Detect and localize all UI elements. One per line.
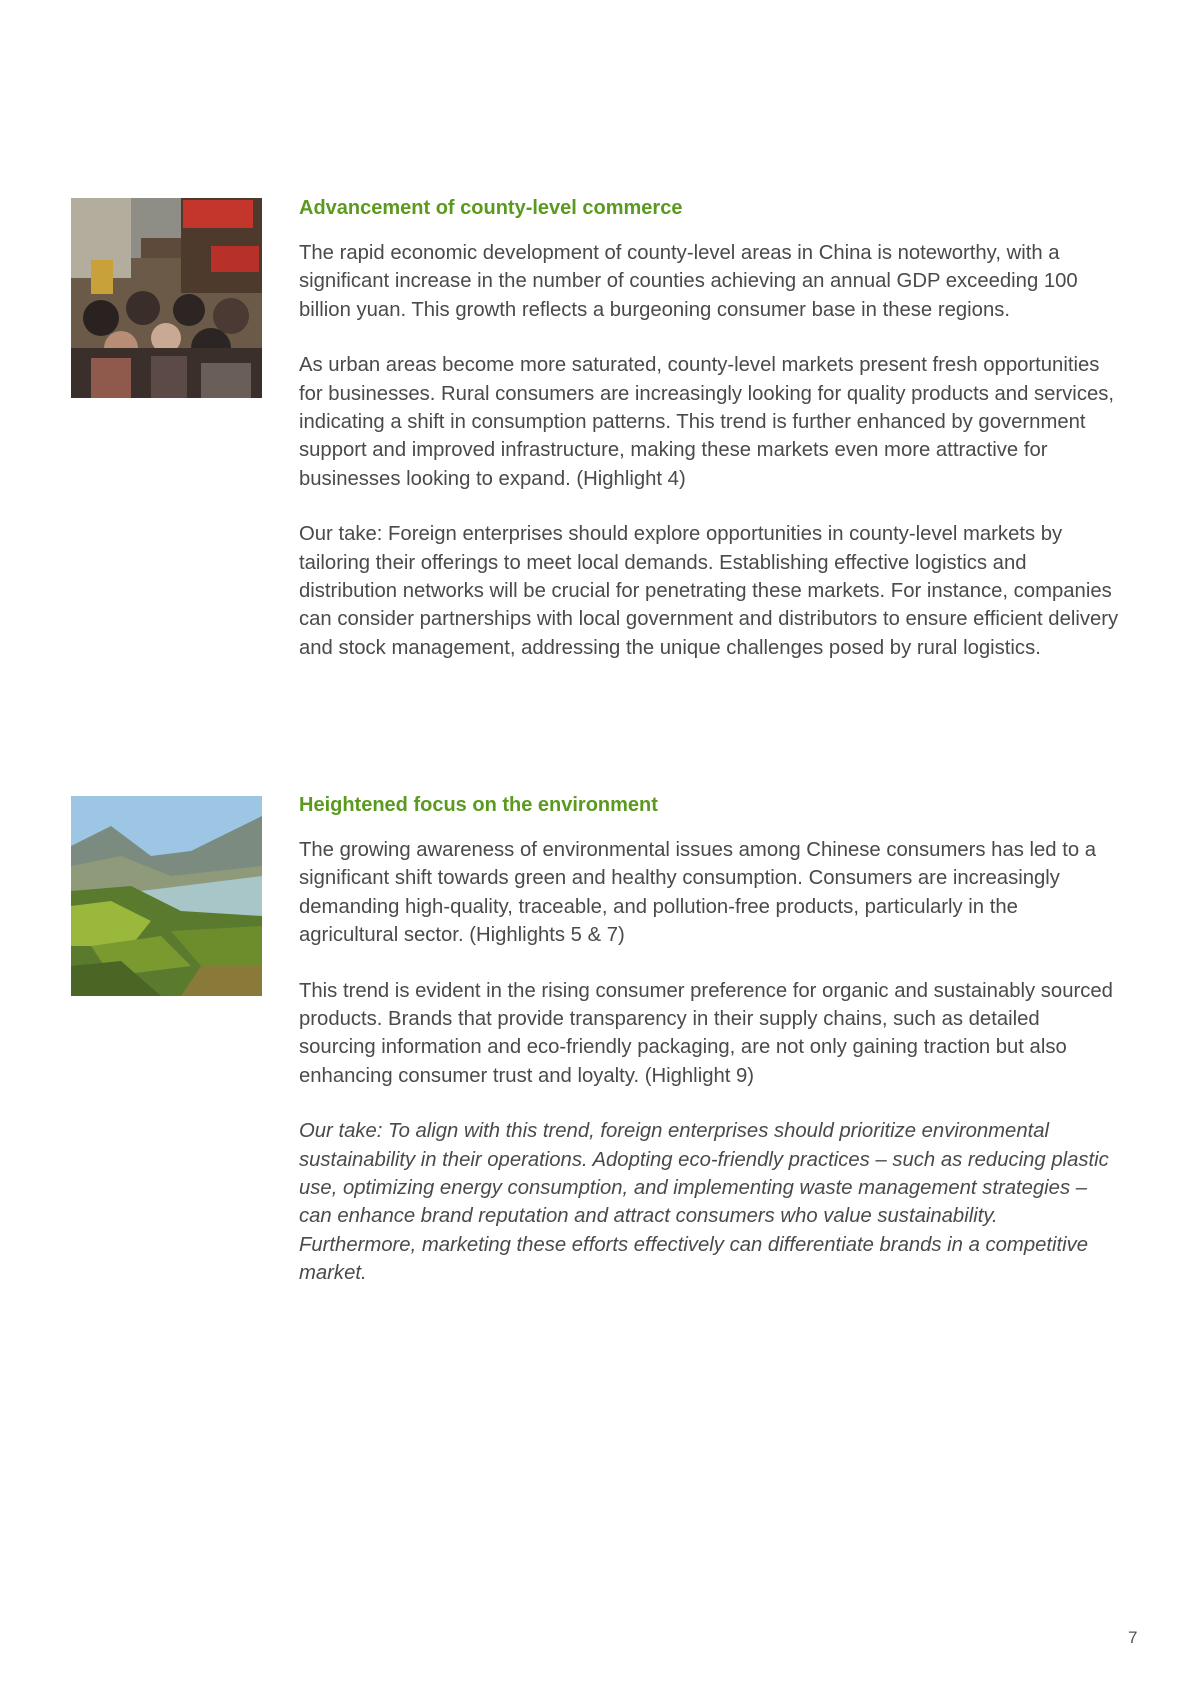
river-valley-terraces-photo	[71, 796, 262, 996]
section-heading: Heightened focus on the environment	[299, 794, 658, 816]
paragraph: This trend is evident in the rising consumer preference for organic and sustainably sourced products. Brands that provide transparency in their supply chains, such as detailed sourcing information and eco-friendly packaging, are not only gaining traction but also enhancing consumer trust and loyalty. (Highlight 9)	[299, 979, 1113, 1087]
section-heading: Advancement of county-level commerce	[299, 197, 683, 219]
paragraph: The growing awareness of environmental issues among Chinese consumers has led to a significant shift towards green and healthy consumption. Consumers are increasingly demanding high-quality, traceable, and pollution-free products, particularly in the agricultural sector. (Highlights 5 & 7)	[299, 839, 1097, 947]
paragraph: Our take: Foreign enterprises should explore opportunities in county-level markets by tailoring their offerings to meet local demands. Establishing effective logistics and distribution networks will be crucial for penetrating these markets. For instance, companies can consider partnerships with local government and distributors to ensure efficient delivery and stock management, addressing the unique challenges posed by rural logistics.	[299, 523, 1119, 659]
page-number: 7	[1128, 1628, 1138, 1647]
section-county-commerce	[299, 194, 1119, 689]
paragraph-our-take: Our take: To align with this trend, foreign enterprises should prioritize environmental sustainability in their operations. Adopting eco-friendly practices – such as reducing plastic use, optimizing energy consumption, and implementing waste management strategies – can enhance brand reputation and attract consumers who value sustainability. Furthermore, marketing these efforts effectively can differentiate brands in a competitive market.	[299, 1120, 1109, 1285]
section-environment	[299, 791, 1119, 1315]
street-crowd-photo	[71, 198, 262, 398]
paragraph: As urban areas become more saturated, county-level markets present fresh opportunities for businesses. Rural consumers are increasingly looking for quality products and services, indicating a shift in consumption patterns. This trend is further enhanced by government support and improved infrastructure, making these markets even more attractive for businesses looking to expand. (Highlight 4)	[299, 354, 1115, 490]
paragraph: The rapid economic development of county-level areas in China is noteworthy, with a significant increase in the number of counties achieving an annual GDP exceeding 100 billion yuan. This growth reflects a burgeoning consumer base in these regions.	[299, 242, 1078, 321]
